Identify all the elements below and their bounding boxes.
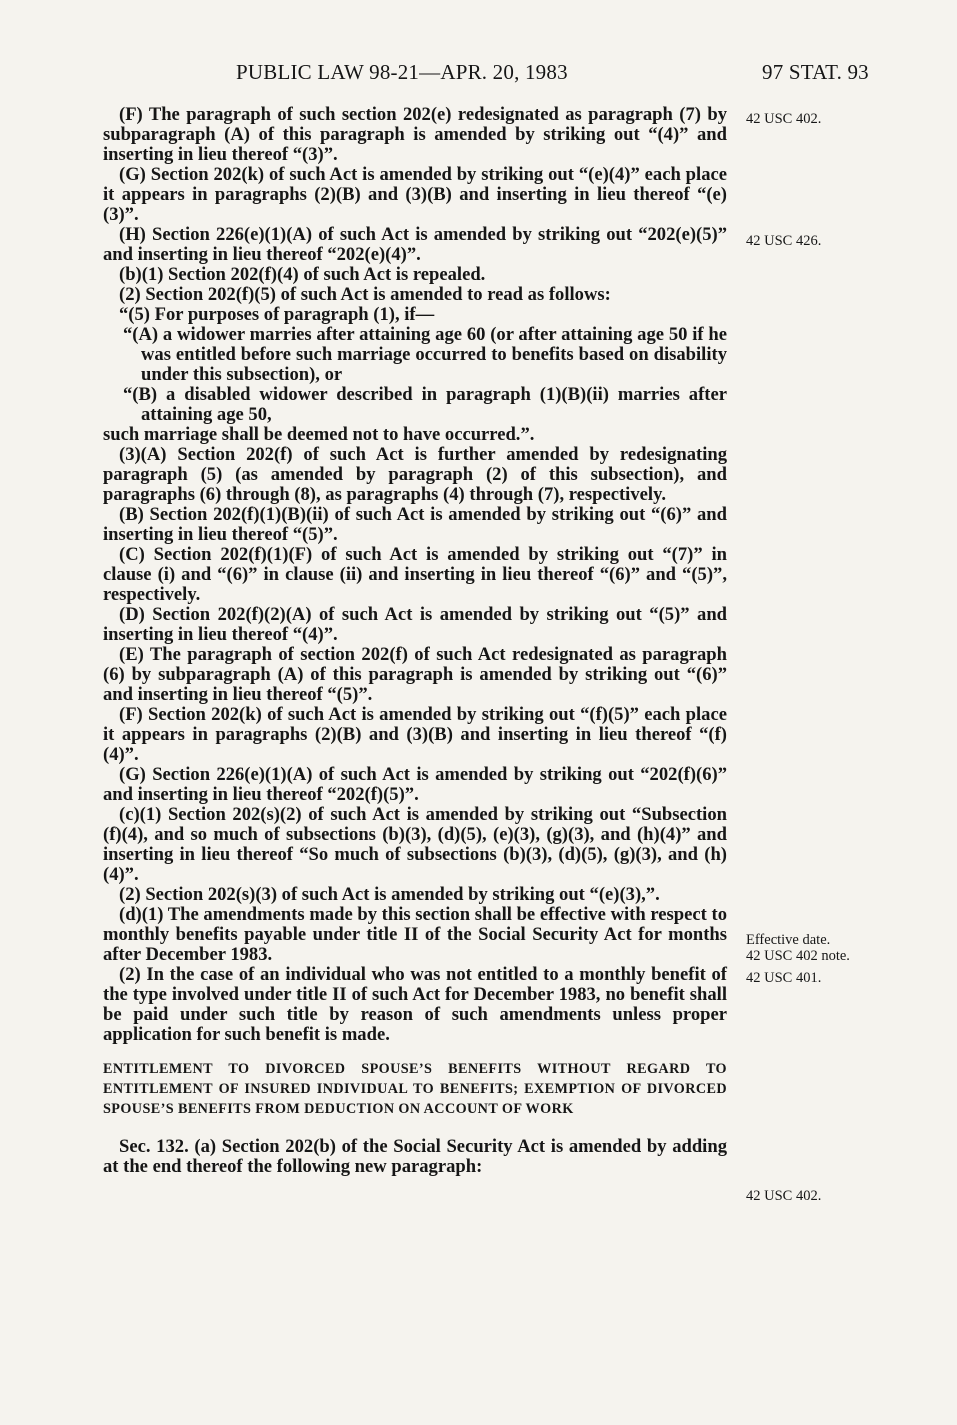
margin-note: 42 USC 402.: [746, 1188, 822, 1204]
margin-note: 42 USC 426.: [746, 233, 822, 249]
paragraph: (d)(1) The amendments made by this section shall be effective with respect to monthly benefits payable under title II of the Social Security Act for months after December 1983.: [103, 904, 727, 965]
document-body: [103, 105, 727, 1177]
paragraph: (3)(A) Section 202(f) of such Act is further amended by redesignating paragraph (5) (as amended by paragraph (2) of this subsection), and paragraphs (6) through (8), as paragraphs (4) through (7), respectively.: [103, 444, 727, 505]
paragraph: (2) Section 202(f)(5) of such Act is amended to read as follows:: [119, 284, 611, 305]
paragraph: (F) Section 202(k) of such Act is amended by striking out “(f)(5)” each place it appears in paragraphs (2)(B) and (3)(B) and inserting in lieu thereof “(f)(4)”.: [103, 704, 727, 765]
section-heading: ENTITLEMENT TO DIVORCED SPOUSE’S BENEFITS WITHOUT REGARD TO ENTITLEMENT OF INSURED INDIVIDUAL TO BENEFITS; EXEMPTION OF DIVORCED SPOUSE’S BENEFITS FROM DEDUCTION ON ACCOUNT OF WORK: [103, 1061, 727, 1117]
page-title: PUBLIC LAW 98-21—APR. 20, 1983: [236, 60, 568, 84]
paragraph: (H) Section 226(e)(1)(A) of such Act is amended by striking out “202(e)(5)” and inserting in lieu thereof “202(e)(4)”.: [103, 224, 727, 265]
paragraph: (E) The paragraph of section 202(f) of such Act redesignated as paragraph (6) by subparagraph (A) of this paragraph is amended by striking out “(6)” and inserting in lieu thereof “(5)”.: [103, 644, 727, 705]
paragraph: (2) Section 202(s)(3) of such Act is amended by striking out “(e)(3),”.: [119, 884, 660, 905]
paragraph: such marriage shall be deemed not to have occurred.”.: [103, 424, 535, 445]
paragraph: (B) Section 202(f)(1)(B)(ii) of such Act is amended by striking out “(6)” and inserting in lieu thereof “(5)”.: [103, 504, 727, 545]
margin-note: 42 USC 402.: [746, 111, 822, 127]
paragraph: “(A) a widower marries after attaining age 60 (or after attaining age 50 if he was entitled before such marriage occurred to benefits based on disability under this subsection), or: [123, 324, 727, 385]
paragraph: (C) Section 202(f)(1)(F) of such Act is amended by striking out “(7)” in clause (i) and “(6)” in clause (ii) and inserting in lieu thereof “(6)” and “(5)”, respectively.: [103, 544, 727, 605]
paragraph: (2) In the case of an individual who was not entitled to a monthly benefit of the type involved under title II of such Act for December 1983, no benefit shall be paid under such title by reason of such amendments unless proper application for such benefit is made.: [103, 964, 727, 1045]
paragraph: (c)(1) Section 202(s)(2) of such Act is amended by striking out “Subsection (f)(4), and so much of subsections (b)(3), (d)(5), (e)(3), (g)(3), and (h)(4)” and inserting in lieu thereof “So much of subsections (b)(3), (d)(5), (g)(3), and (h)(4)”.: [103, 804, 727, 885]
section-paragraph: Sec. 132. (a) Section 202(b) of the Social Security Act is amended by adding at the end thereof the following new paragraph:: [103, 1136, 727, 1177]
margin-note-effective-date: Effective date. 42 USC 402 note.: [746, 932, 850, 964]
page-header: [0, 60, 957, 88]
paragraph: “(5) For purposes of paragraph (1), if—: [119, 304, 435, 325]
paragraph: (D) Section 202(f)(2)(A) of such Act is amended by striking out “(5)” and inserting in lieu thereof “(4)”.: [103, 604, 727, 645]
paragraph: (G) Section 202(k) of such Act is amended by striking out “(e)(4)” each place it appears in paragraphs (2)(B) and (3)(B) and inserting in lieu thereof “(e)(3)”.: [103, 164, 727, 225]
paragraph: (F) The paragraph of such section 202(e) redesignated as paragraph (7) by subparagraph (A) of this paragraph is amended by striking out “(4)” and inserting in lieu thereof “(3)”.: [103, 104, 727, 165]
statute-page-number: 97 STAT. 93: [762, 60, 869, 84]
paragraph: (G) Section 226(e)(1)(A) of such Act is amended by striking out “202(f)(6)” and inserting in lieu thereof “202(f)(5)”.: [103, 764, 727, 805]
paragraph: “(B) a disabled widower described in paragraph (1)(B)(ii) marries after attaining age 50,: [123, 384, 727, 425]
paragraph: (b)(1) Section 202(f)(4) of such Act is repealed.: [119, 264, 486, 285]
margin-note: 42 USC 401.: [746, 970, 822, 986]
